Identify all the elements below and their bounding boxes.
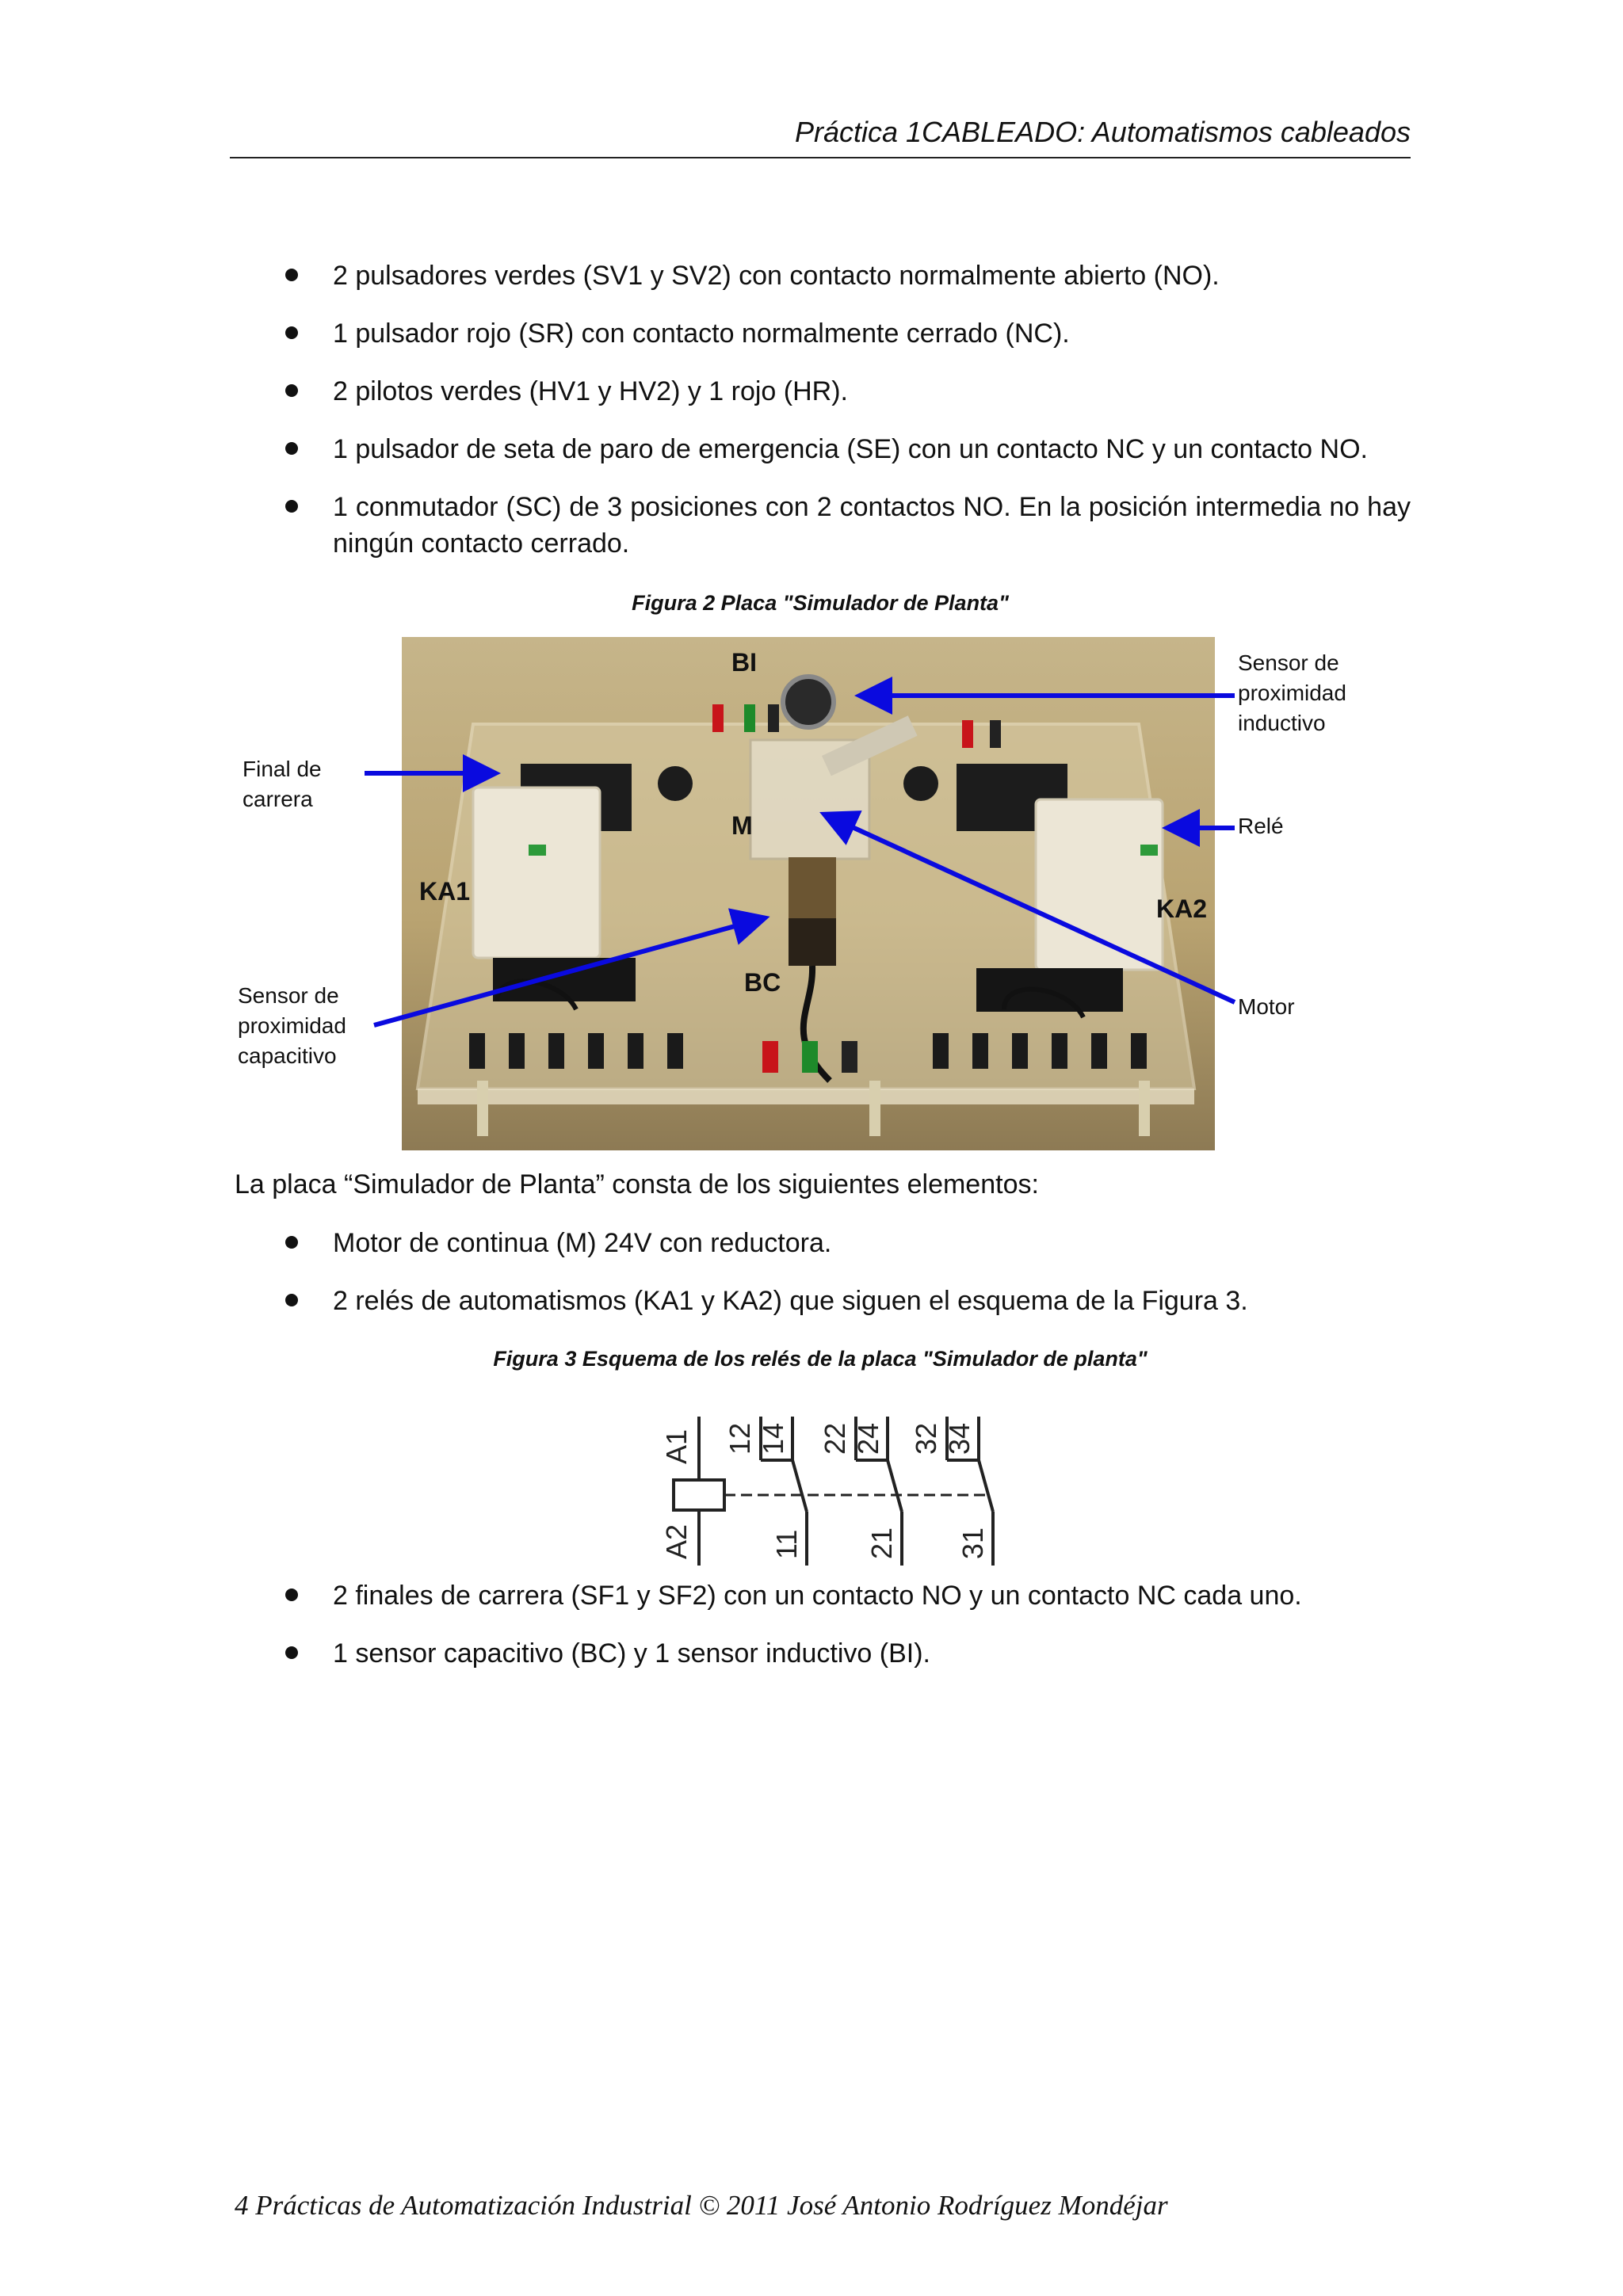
- callout-line: capacitivo: [238, 1043, 337, 1068]
- list-item: 2 finales de carrera (SF1 y SF2) con un contacto NO y un contacto NC cada uno.: [277, 1577, 1411, 1614]
- component-list-3: [277, 1577, 1411, 1693]
- list-item: 2 pilotos verdes (HV1 y HV2) y 1 rojo (HR).: [277, 373, 1411, 410]
- terminal-12: 12: [724, 1422, 756, 1455]
- figure3-caption: Figura 3 Esquema de los relés de la placa "Simulador de planta": [493, 1347, 1148, 1371]
- component-list-1: [277, 257, 1411, 583]
- terminal-14: 14: [757, 1422, 789, 1455]
- plant-simulator-illustration: [402, 637, 1215, 1150]
- terminal-a2: A2: [660, 1524, 693, 1559]
- list-item: 2 relés de automatismos (KA1 y KA2) que siguen el esquema de la Figura 3.: [277, 1283, 1411, 1319]
- callout-limit-switch: [242, 754, 322, 814]
- page-header: Práctica 1CABLEADO: Automatismos cableados: [794, 116, 1411, 148]
- header-divider: [230, 157, 1411, 158]
- terminal-24: 24: [852, 1422, 884, 1455]
- list-item: Motor de continua (M) 24V con reductora.: [277, 1225, 1411, 1261]
- list-item: 1 pulsador rojo (SR) con contacto normalmente cerrado (NC).: [277, 315, 1411, 352]
- callout-line: inductivo: [1238, 711, 1326, 735]
- label-bc: BC: [744, 968, 781, 997]
- terminal-31: 31: [957, 1527, 989, 1559]
- callout-capacitive-sensor: [238, 981, 346, 1071]
- callout-line: Sensor de: [1238, 650, 1339, 675]
- callout-motor: Motor: [1238, 994, 1295, 1019]
- paragraph: La placa “Simulador de Planta” consta de los siguientes elementos:: [235, 1169, 1039, 1199]
- component-list-2: [277, 1225, 1411, 1341]
- page-footer: 4 Prácticas de Automatización Industrial © 2011 José Antonio Rodríguez Mondéjar: [235, 2190, 1168, 2221]
- callout-line: Final de: [242, 757, 322, 781]
- terminal-11: 11: [770, 1529, 803, 1559]
- callout-relay: Relé: [1238, 814, 1284, 838]
- terminal-32: 32: [910, 1422, 942, 1455]
- list-item: 2 pulsadores verdes (SV1 y SV2) con contacto normalmente abierto (NO).: [277, 257, 1411, 294]
- callout-inductive-sensor: [1238, 648, 1346, 738]
- figure2-caption: Figura 2 Placa "Simulador de Planta": [632, 591, 1009, 615]
- terminal-a1: A1: [660, 1428, 693, 1464]
- callout-line: proximidad: [1238, 681, 1346, 705]
- plant-simulator-photo: [402, 637, 1215, 1150]
- callout-line: carrera: [242, 787, 313, 811]
- label-ka1: KA1: [419, 877, 471, 906]
- label-bi: BI: [731, 648, 757, 677]
- terminal-21: 21: [865, 1527, 898, 1559]
- terminal-34: 34: [943, 1422, 976, 1455]
- list-item: 1 sensor capacitivo (BC) y 1 sensor inductivo (BI).: [277, 1635, 1411, 1672]
- terminal-22: 22: [819, 1422, 851, 1455]
- label-ka2: KA2: [1156, 894, 1208, 923]
- list-item: 1 pulsador de seta de paro de emergencia (SE) con un contacto NC y un contacto NO.: [277, 431, 1411, 467]
- callout-line: Sensor de: [238, 983, 339, 1008]
- label-m: M: [731, 811, 753, 840]
- relay-schematic: [626, 1401, 1038, 1575]
- callout-line: proximidad: [238, 1013, 346, 1038]
- list-item: 1 conmutador (SC) de 3 posiciones con 2 contactos NO. En la posición intermedia no hay ningún contacto cerrado.: [277, 489, 1411, 562]
